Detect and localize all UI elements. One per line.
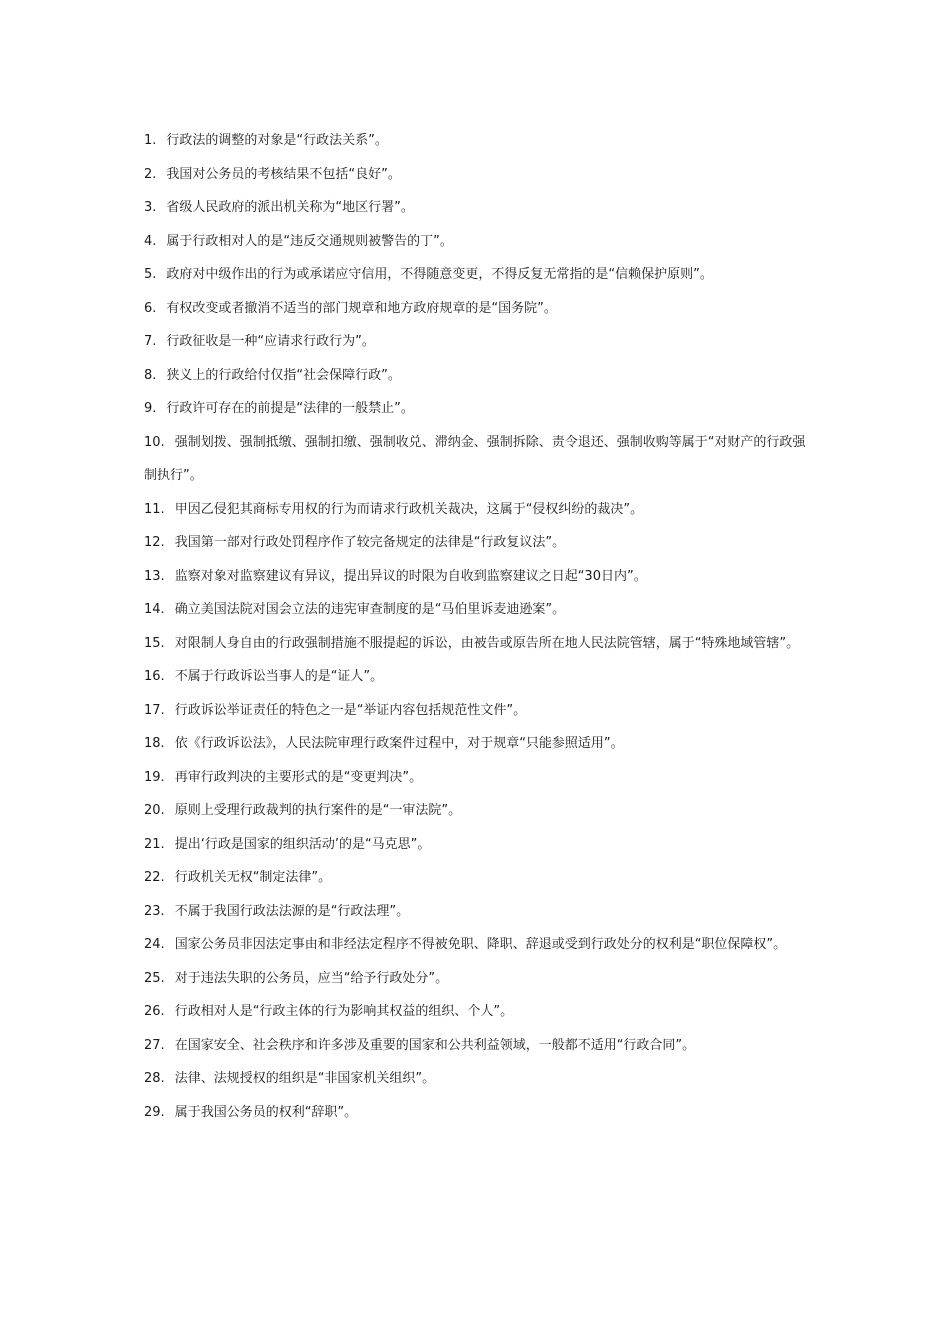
item-number: 7. (144, 334, 157, 349)
item-text: 行政征收是一种“应请求行政行为”。 (166, 334, 375, 349)
item-text: 不属于行政诉讼当事人的是“证人”。 (174, 669, 384, 684)
item-text: 行政法的调整的对象是“行政法关系”。 (166, 133, 388, 148)
item-number: 9. (144, 401, 157, 416)
list-item (144, 325, 812, 359)
item-number: 23. (144, 903, 165, 919)
list-item (144, 861, 812, 895)
list-item (144, 560, 812, 594)
item-text: 强制划拨、强制抵缴、强制扣缴、强制收兑、滞纳金、强制拆除、责令退还、强制收购等属于“对财产的行政强制执行”。 (144, 434, 806, 483)
item-text: 国家公务员非因法定事由和非经法定程序不得被免职、降职、辞退或受到行政处分的权利是“职位保障权”。 (174, 937, 787, 952)
list-item (144, 359, 812, 393)
item-number: 19. (144, 769, 165, 785)
list-item (144, 761, 812, 795)
item-text: 行政机关无权“制定法律”。 (174, 870, 332, 885)
item-text: 有权改变或者撤消不适当的部门规章和地方政府规章的是“国务院”。 (166, 300, 557, 316)
item-number: 1. (144, 133, 157, 148)
item-text: 确立美国法院对国会立法的违宪审查制度的是“马伯里诉麦迪逊案”。 (174, 602, 566, 617)
list-item (144, 392, 812, 426)
list-item (144, 1062, 812, 1096)
item-number: 21. (144, 836, 165, 852)
item-number: 22. (144, 870, 165, 885)
item-text: 提出‘行政是国家的组织活动’的是“马克思”。 (174, 836, 431, 852)
item-number: 4. (144, 233, 157, 249)
item-number: 27. (144, 1037, 165, 1053)
item-text: 不属于我国行政法法源的是“行政法理”。 (174, 903, 410, 919)
list-item (144, 727, 812, 761)
item-text: 属于我国公务员的权利“辞职”。 (174, 1104, 358, 1120)
item-number: 16. (144, 669, 165, 684)
list-item (144, 426, 812, 493)
list-item (144, 694, 812, 728)
item-text: 狭义上的行政给付仅指“社会保障行政”。 (166, 367, 401, 383)
item-text: 省级人民政府的派出机关称为“地区行署”。 (166, 200, 414, 215)
list-item (144, 158, 812, 192)
list-item (144, 258, 812, 292)
item-text: 对限制人身自由的行政强制措施不服提起的诉讼，由被告或原告所在地人民法院管辖，属于“特殊地域管辖”。 (174, 635, 800, 651)
item-number: 14. (144, 602, 165, 617)
item-text: 我国第一部对行政处罚程序作了较完备规定的法律是“行政复议法”。 (174, 535, 566, 550)
list-item (144, 526, 812, 560)
list-item (144, 828, 812, 862)
item-number: 29. (144, 1104, 165, 1120)
statement-list (144, 124, 812, 1129)
list-item (144, 191, 812, 225)
item-number: 28. (144, 1071, 165, 1086)
list-item (144, 995, 812, 1029)
list-item (144, 660, 812, 694)
item-number: 25. (144, 970, 165, 986)
item-text: 甲因乙侵犯其商标专用权的行为而请求行政机关裁决，这属于“侵权纠纷的裁决”。 (174, 501, 644, 517)
item-text: 行政诉讼举证责任的特色之一是“举证内容包括规范性文件”。 (174, 702, 527, 718)
list-item (144, 1029, 812, 1063)
item-number: 10. (144, 434, 165, 450)
item-number: 12. (144, 535, 165, 550)
list-item (144, 493, 812, 527)
list-item (144, 962, 812, 996)
item-text: 行政相对人是“行政主体的行为影响其权益的组织、个人”。 (174, 1004, 514, 1019)
item-text: 属于行政相对人的是“违反交通规则被警告的丁”。 (166, 233, 453, 249)
item-number: 11. (144, 501, 165, 517)
item-number: 18. (144, 736, 165, 751)
item-text: 原则上受理行政裁判的执行案件的是“一审法院”。 (174, 803, 462, 818)
item-text: 行政许可存在的前提是“法律的一般禁止”。 (166, 401, 414, 416)
item-number: 20. (144, 803, 165, 818)
item-number: 17. (144, 702, 165, 718)
item-number: 3. (144, 200, 157, 215)
item-number: 8. (144, 367, 157, 383)
list-item (144, 225, 812, 259)
item-text: 在国家安全、社会秩序和许多涉及重要的国家和公共利益领域，一般都不适用“行政合同”。 (174, 1037, 696, 1053)
item-text: 我国对公务员的考核结果不包括“良好”。 (166, 166, 401, 182)
list-item (144, 794, 812, 828)
item-text: 监察对象对监察建议有异议，提出异议的时限为自收到监察建议之日起“30日内”。 (174, 568, 647, 584)
item-number: 5. (144, 267, 157, 282)
item-number: 15. (144, 635, 165, 651)
list-item (144, 292, 812, 326)
list-item (144, 1096, 812, 1130)
item-number: 24. (144, 937, 165, 952)
item-number: 26. (144, 1004, 165, 1019)
item-text: 对于违法失职的公务员，应当“给予行政处分”。 (174, 970, 449, 986)
item-text: 法律、法规授权的组织是“非国家机关组织”。 (174, 1071, 436, 1086)
list-item (144, 895, 812, 929)
item-number: 6. (144, 300, 157, 316)
item-number: 2. (144, 166, 157, 182)
item-text: 政府对中级作出的行为或承诺应守信用，不得随意变更，不得反复无常指的是“信赖保护原则”。 (166, 267, 713, 282)
list-item (144, 627, 812, 661)
item-number: 13. (144, 568, 165, 584)
item-text: 再审行政判决的主要形式的是“变更判决”。 (174, 769, 423, 785)
item-text: 依《行政诉讼法》，人民法院审理行政案件过程中，对于规章“只能参照适用”。 (174, 736, 624, 751)
list-item (144, 593, 812, 627)
list-item (144, 124, 812, 158)
list-item (144, 928, 812, 962)
